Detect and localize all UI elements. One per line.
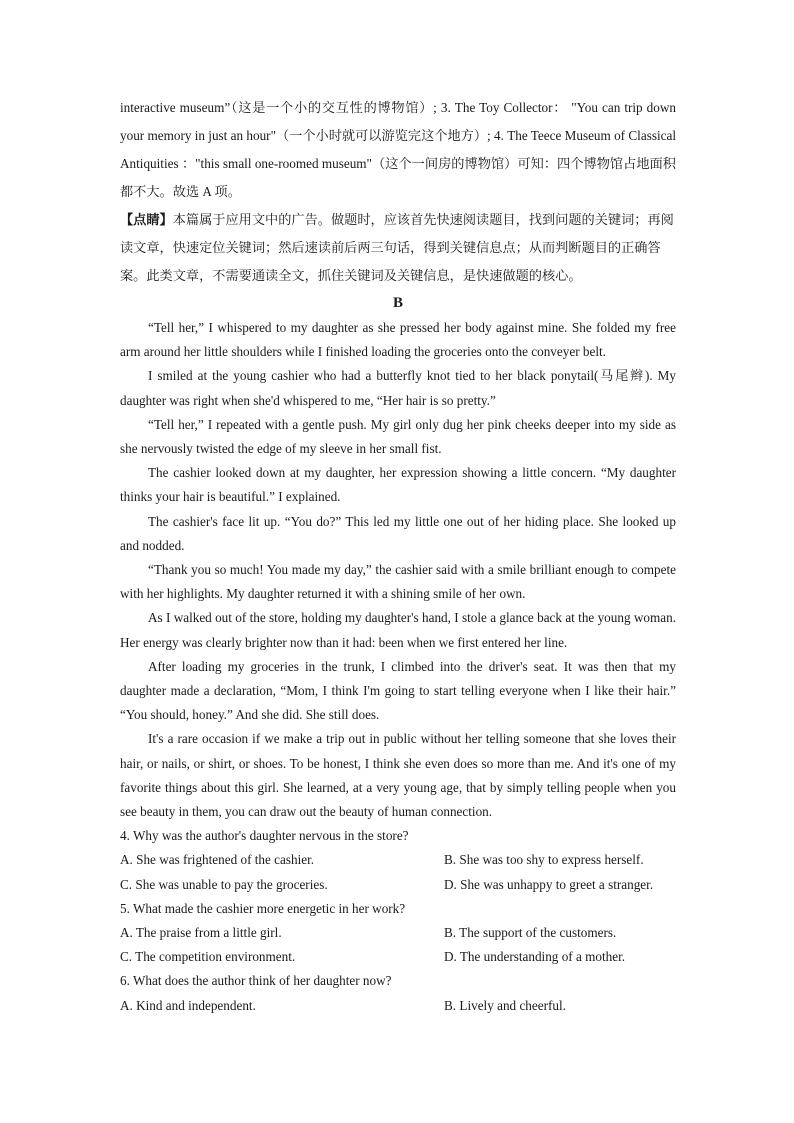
option-d: D. The understanding of a mother. xyxy=(444,949,626,965)
passage-paragraph: After loading my groceries in the trunk, I climbed into the driver's seat. It was then that my daughter made a declaration, “Mom, I think I'm going to start telling everyone when I like their hair.” “You should, honey.” And she did. She still does. xyxy=(120,658,676,723)
passage-paragraph: The cashier's face lit up. “You do?” This led my little one out of her hiding place. She looked up and nodded. xyxy=(120,513,676,553)
option-b: B. She was too shy to express herself. xyxy=(444,852,644,868)
passage-paragraph: “Tell her,” I whispered to my daughter as she pressed her body against mine. She folded my free arm around her little shoulders while I finished loading the groceries onto the conveyer belt. xyxy=(120,320,676,360)
option-row xyxy=(120,921,676,945)
option-row xyxy=(120,848,676,872)
question-stem: 5. What made the cashier more energetic in her work? xyxy=(120,900,406,916)
option-a: A. Kind and independent. xyxy=(120,997,256,1013)
option-a: A. The praise from a little girl. xyxy=(120,925,282,941)
passage-paragraph: I smiled at the young cashier who had a butterfly knot tied to her black ponytail(马尾辫). My daughter was right when she'd whispered to me, “Her hair is so pretty.” xyxy=(120,368,676,408)
passage-paragraph: “Thank you so much! You made my day,” the cashier said with a smile brilliant enough to compete with her highlights. My daughter returned it with a shining smile of her own. xyxy=(120,562,676,602)
point-text: 本篇属于应用文中的广告。做题时，应该首先快速阅读题目，找到问题的关键词；再阅读文章，快速定位关键词；然后速读前后两三句话，得到关键信息点；从而判断题目的正确答案。此类文章，不需要通读全文，抓住关键词及关键信息，是快速做题的核心。 xyxy=(120,212,674,283)
question-6 xyxy=(120,969,676,1017)
option-b: B. Lively and cheerful. xyxy=(444,997,566,1013)
point-label: 【点睛】 xyxy=(120,212,173,227)
point-paragraph xyxy=(120,206,676,290)
passage-paragraph: The cashier looked down at my daughter, her expression showing a little concern. “My daughter thinks your hair is beautiful.” I explained. xyxy=(120,465,676,505)
question-4 xyxy=(120,824,676,897)
passage-paragraph: It's a rare occasion if we make a trip out in public without her telling someone that she loves their hair, or nails, or shirt, or shoes. To be honest, I think she even does so more than me. And it's one of my favorite things about this girl. She learned, at a very young age, that by simply telling people when you see beauty in them, you can draw out the beauty of human connection. xyxy=(120,731,676,820)
option-b: B. The support of the customers. xyxy=(444,925,617,941)
option-row xyxy=(120,994,676,1018)
section-title: B xyxy=(392,295,403,311)
option-d: D. She was unhappy to greet a stranger. xyxy=(444,876,654,892)
question-stem: 4. Why was the author's daughter nervous in the store? xyxy=(120,828,409,844)
option-row xyxy=(120,945,676,969)
passage-paragraph: “Tell her,” I repeated with a gentle push. My girl only dug her pink cheeks deeper into my side as she nervously twisted the edge of my sleeve in her small fist. xyxy=(120,416,676,457)
analysis-paragraph: interactive museum”（这是一个小的交互性的博物馆）; 3. The Toy Collector： "You can trip down your memory in just an hour"（一个小时就可以游览完这个地方）; 4. The Teece Museum of Classical Antiquities ："this small one-roomed museum"（这个一间房的博物馆）可知：四个博物馆占地面积都不大。故选 A 项。 xyxy=(120,100,676,199)
passage-paragraph: As I walked out of the store, holding my daughter's hand, I stole a glance back at the young woman. Her energy was clearly brighter now than it had: been when we first entered her line. xyxy=(120,610,676,650)
option-c: C. The competition environment. xyxy=(120,949,296,965)
passage xyxy=(120,316,676,824)
question-stem: 6. What does the author think of her daughter now? xyxy=(120,973,392,989)
document-page xyxy=(120,94,676,1018)
option-c: C. She was unable to pay the groceries. xyxy=(120,876,328,892)
option-a: A. She was frightened of the cashier. xyxy=(120,852,315,868)
option-row xyxy=(120,873,676,897)
question-5 xyxy=(120,897,676,970)
